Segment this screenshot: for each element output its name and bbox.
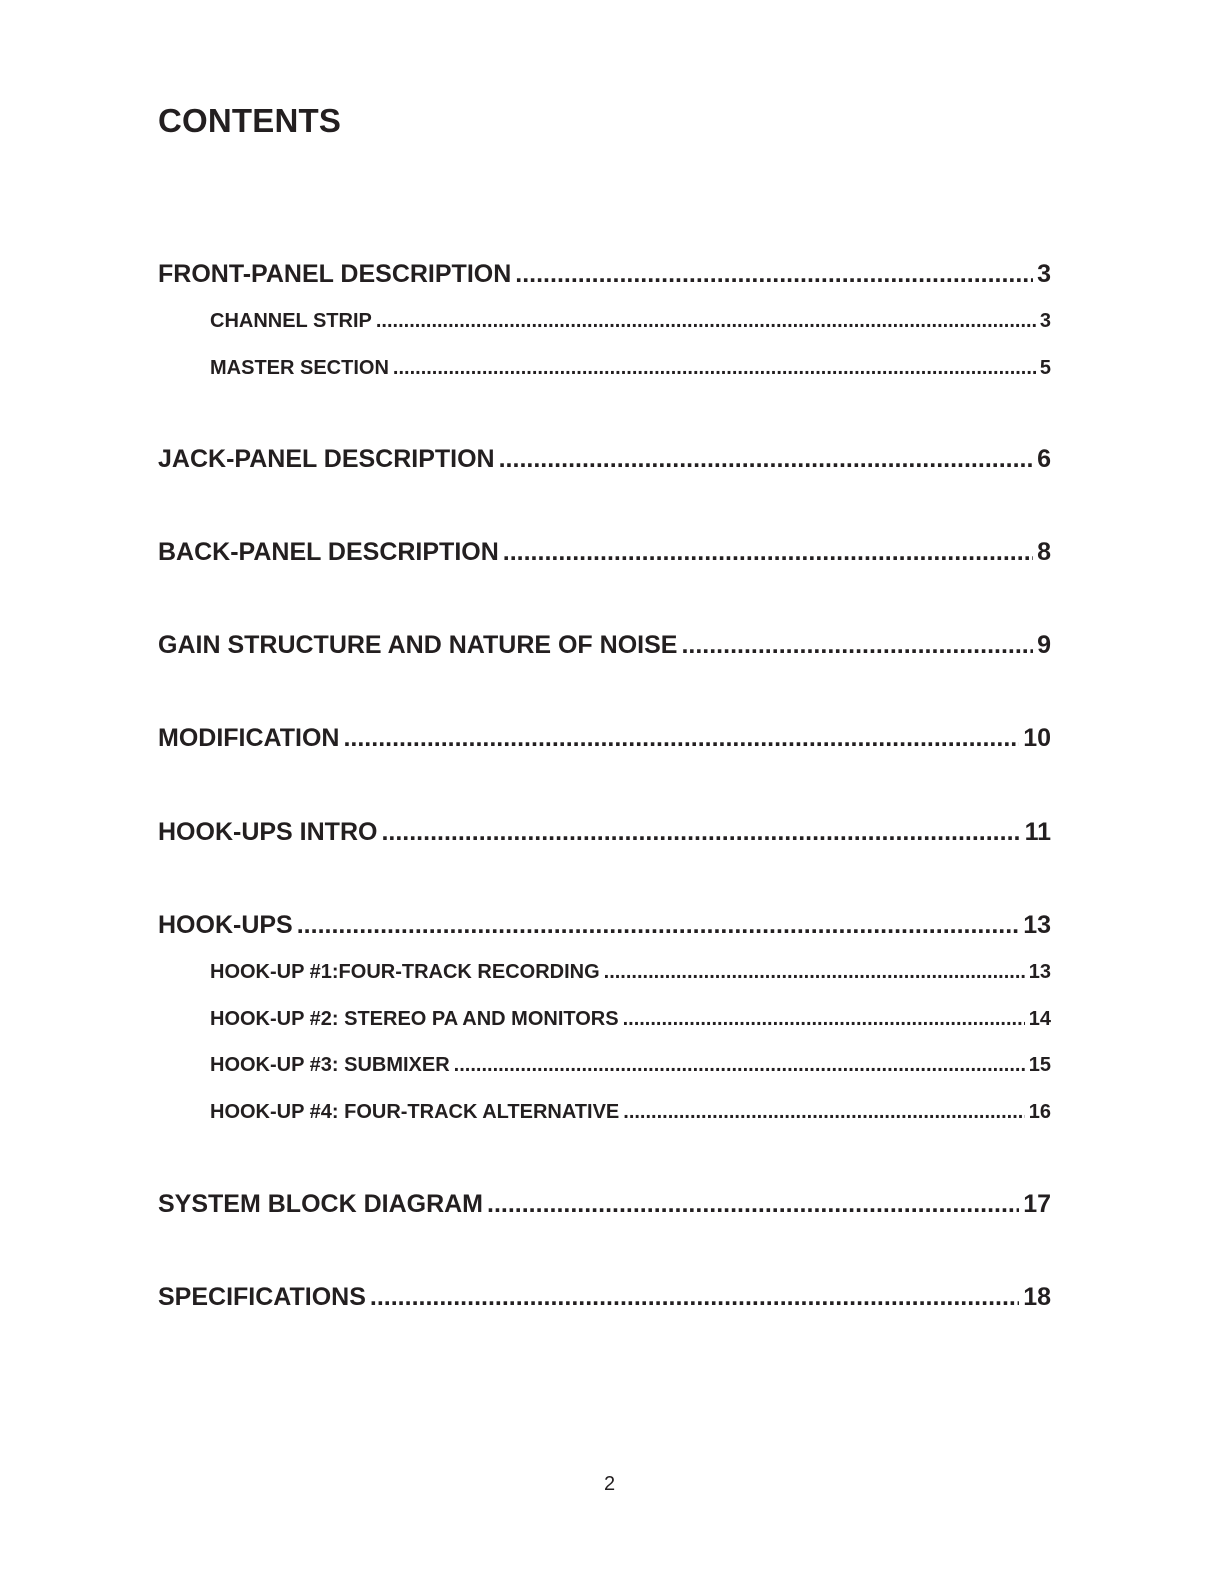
toc-leader-dots: [381, 820, 1020, 845]
toc-entry-page: 15: [1028, 1054, 1051, 1076]
toc-entry[interactable]: [158, 1192, 1051, 1217]
toc-entry[interactable]: [158, 447, 1051, 472]
toc-leader-dots: [376, 311, 1036, 331]
toc-entry-page: 9: [1037, 631, 1051, 659]
toc-entry[interactable]: [158, 633, 1051, 658]
toc-entry-page: 13: [1023, 911, 1051, 939]
toc-subentry[interactable]: [210, 358, 1051, 378]
page-number: 2: [603, 1473, 616, 1495]
toc-entry-title: HOOK-UPS INTRO: [158, 818, 378, 846]
toc-leader-dots: [604, 962, 1025, 982]
toc-subentry[interactable]: [210, 311, 1051, 331]
toc-leader-dots: [487, 1192, 1019, 1217]
toc-entry-page: 10: [1023, 724, 1051, 752]
toc-leader-dots: [297, 913, 1019, 938]
toc-leader-dots: [343, 726, 1019, 751]
toc-leader-dots: [454, 1055, 1025, 1075]
toc-entry-title: HOOK-UPS: [158, 911, 293, 939]
toc-subentry[interactable]: [210, 1055, 1051, 1075]
toc-entry-title: BACK-PANEL DESCRIPTION: [158, 538, 499, 566]
toc-leader-dots: [681, 633, 1033, 658]
toc-leader-dots: [623, 1009, 1025, 1029]
toc-entry[interactable]: [158, 1285, 1051, 1310]
toc-leader-dots: [503, 540, 1033, 565]
toc-entry-page: 11: [1024, 818, 1051, 846]
toc-entry-title: SPECIFICATIONS: [158, 1283, 366, 1311]
toc-leader-dots: [393, 358, 1036, 378]
toc-entry[interactable]: [158, 540, 1051, 565]
toc-entry[interactable]: [158, 913, 1051, 938]
toc-entry-title: JACK-PANEL DESCRIPTION: [158, 445, 495, 473]
toc-entry-title: SYSTEM BLOCK DIAGRAM: [158, 1190, 483, 1218]
toc-subentry[interactable]: [210, 1009, 1051, 1029]
page-title: CONTENTS: [158, 102, 342, 139]
toc-entry-title: MODIFICATION: [158, 724, 340, 752]
toc-entry-page: 17: [1023, 1190, 1051, 1218]
toc-entry-page: 6: [1037, 445, 1051, 473]
toc-leader-dots: [623, 1102, 1024, 1122]
toc-leader-dots: [370, 1285, 1019, 1310]
toc-entry-page: 18: [1023, 1283, 1051, 1311]
toc-entry-page: 14: [1028, 1008, 1051, 1030]
toc-entry-page: 3: [1037, 260, 1051, 288]
toc-leader-dots: [499, 447, 1033, 472]
toc-entry-page: 16: [1028, 1101, 1051, 1123]
toc-entry-title: HOOK-UP #1:FOUR-TRACK RECORDING: [210, 961, 600, 983]
toc-entry-page: 5: [1039, 357, 1051, 379]
toc-entry[interactable]: [158, 262, 1051, 287]
toc-entry-title: CHANNEL STRIP: [210, 310, 372, 332]
toc-leader-dots: [515, 262, 1033, 287]
toc-entry-page: 8: [1037, 538, 1051, 566]
toc-entry-title: GAIN STRUCTURE AND NATURE OF NOISE: [158, 631, 678, 659]
toc-entry-title: HOOK-UP #4: FOUR-TRACK ALTERNATIVE: [210, 1101, 620, 1123]
toc-entry-title: HOOK-UP #2: STEREO PA AND MONITORS: [210, 1008, 619, 1030]
toc-entry[interactable]: [158, 820, 1051, 845]
toc-entry[interactable]: [158, 726, 1051, 751]
toc-entry-page: 3: [1039, 310, 1051, 332]
toc-entry-page: 13: [1028, 961, 1051, 983]
toc-entry-title: HOOK-UP #3: SUBMIXER: [210, 1054, 450, 1076]
toc-entry-title: MASTER SECTION: [210, 357, 389, 379]
toc-entry-title: FRONT-PANEL DESCRIPTION: [158, 260, 512, 288]
toc-subentry[interactable]: [210, 962, 1051, 982]
toc-subentry[interactable]: [210, 1102, 1051, 1122]
